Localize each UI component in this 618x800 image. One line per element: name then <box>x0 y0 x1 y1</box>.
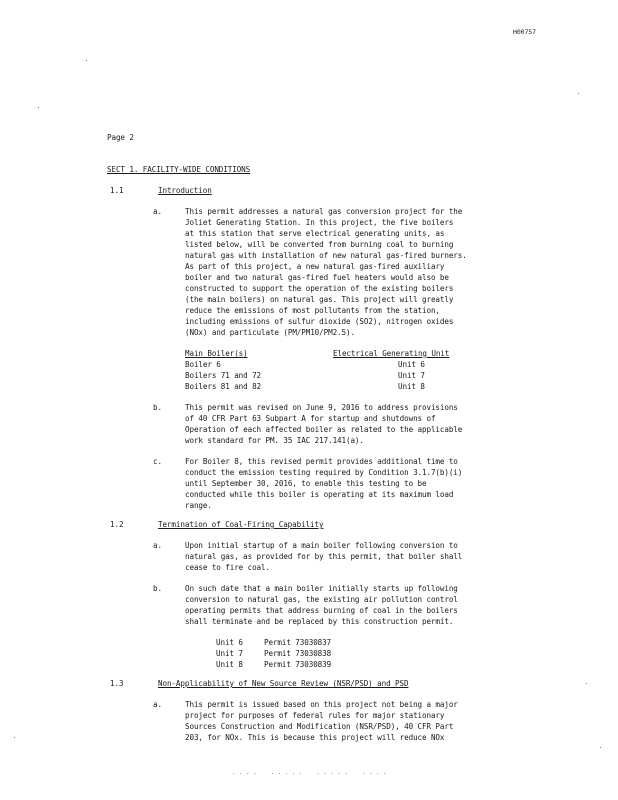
text-line: This permit was revised on June 9, 2016 to address provisions <box>185 403 458 412</box>
text-line: at this station that serve electrical generating units, as <box>185 229 445 238</box>
text-line: conversion to natural gas, the existing air pollution control <box>185 595 458 604</box>
scan-speck <box>600 747 601 748</box>
document-id: H00757 <box>513 28 536 36</box>
text-line: This permit addresses a natural gas conversion project for the <box>185 207 463 216</box>
text-line: shall terminate and be replaced by this construction permit. <box>185 617 454 626</box>
permit-number: Permit 73030838 <box>264 649 332 658</box>
text-line: (NOx) and particulate (PM/PM10/PM2.5). <box>185 328 355 337</box>
text-line: Sources Construction and Modification (NSR/PSD), 40 CFR Part <box>185 722 454 731</box>
text-line: until September 30, 2016, to enable this testing to be <box>185 479 427 488</box>
text-line: constructed to support the operation of the existing boilers <box>185 284 454 293</box>
permit-number: Permit 73030839 <box>264 660 332 669</box>
text-line: cease to fire coal. <box>185 563 270 572</box>
item-label-1-1-c: c. <box>153 457 162 466</box>
text-line: (the main boilers) on natural gas. This project will greatly <box>185 295 454 304</box>
text-line: For Boiler 8, this revised permit provides additional time to <box>185 457 458 466</box>
table-cell-boiler: Boilers 71 and 72 <box>185 371 262 380</box>
table-header-boilers: Main Boiler(s) <box>185 349 248 358</box>
text-line: boiler and two natural gas-fired fuel heaters would also be <box>185 273 449 282</box>
scan-speck <box>86 60 87 61</box>
item-label-1-2-b: b. <box>153 584 162 593</box>
item-label-1-2-a: a. <box>153 541 162 550</box>
section-number-1-3: 1.3 <box>110 679 124 688</box>
item-label-1-1-a: a. <box>153 207 162 216</box>
section-heading: SECT 1. FACILITY-WIDE CONDITIONS <box>107 165 251 174</box>
scan-speck <box>586 683 587 684</box>
permit-unit: Unit 7 <box>216 649 243 658</box>
permit-unit: Unit 6 <box>216 638 243 647</box>
section-number-1-1: 1.1 <box>110 186 124 195</box>
text-line: Joliet Generating Station. In this project, the five boilers <box>185 218 454 227</box>
text-line: including emissions of sulfur dioxide (SO2), nitrogen oxides <box>185 317 454 326</box>
scan-speck <box>38 107 39 108</box>
text-line: Upon initial startup of a main boiler following conversion to <box>185 541 458 550</box>
text-line: As part of this project, a new natural gas-fired auxiliary <box>185 262 445 271</box>
table-cell-boiler: Boiler 6 <box>185 360 221 369</box>
section-title-1-1: Introduction <box>158 186 212 195</box>
permit-unit: Unit 8 <box>216 660 243 669</box>
text-line: work standard for PM. 35 IAC 217.141(a). <box>185 436 364 445</box>
scan-speck <box>14 737 15 738</box>
table-cell-unit: Unit 7 <box>398 371 425 380</box>
text-line: listed below, will be converted from burning coal to burning <box>185 240 454 249</box>
text-line: On such date that a main boiler initially starts up following <box>185 584 458 593</box>
page-label: Page 2 <box>107 133 134 142</box>
text-line: This permit is issued based on this project not being a major <box>185 700 458 709</box>
section-title-1-3: Non-Applicability of New Source Review (NSR/PSD) and PSD <box>158 679 409 688</box>
text-line: operating permits that address burning of coal in the boilers <box>185 606 458 615</box>
text-line: natural gas, as provided for by this permit, that boiler shall <box>185 552 463 561</box>
text-line: range. <box>185 501 212 510</box>
table-header-units: Electrical Generating Unit <box>333 349 450 358</box>
item-label-1-3-a: a. <box>153 700 162 709</box>
item-label-1-1-b: b. <box>153 403 162 412</box>
scan-speck <box>578 93 579 94</box>
section-number-1-2: 1.2 <box>110 520 124 529</box>
section-title-1-2: Termination of Coal-Firing Capability <box>158 520 324 529</box>
text-line: conducted while this boiler is operating at its maximum load <box>185 490 454 499</box>
table-cell-unit: Unit 6 <box>398 360 425 369</box>
table-cell-unit: Unit 8 <box>398 382 425 391</box>
permit-number: Permit 73030837 <box>264 638 332 647</box>
text-line: conduct the emission testing required by Condition 3.1.7(b)(i) <box>185 468 463 477</box>
text-line: project for purposes of federal rules for major stationary <box>185 711 445 720</box>
text-line: natural gas with installation of new natural gas-fired burners. <box>185 251 467 260</box>
text-line: reduce the emissions of most pollutants from the station, <box>185 306 440 315</box>
table-cell-boiler: Boilers 81 and 82 <box>185 382 262 391</box>
text-line: 203, for NOx. This is because this project will reduce NOx <box>185 733 445 742</box>
text-line: of 40 CFR Part 63 Subpart A for startup and shutdowns of <box>185 414 436 423</box>
footer-marks: . . . . . . . . . . . . . . . . . . <box>232 769 387 776</box>
text-line: Operation of each affected boiler as related to the applicable <box>185 425 463 434</box>
